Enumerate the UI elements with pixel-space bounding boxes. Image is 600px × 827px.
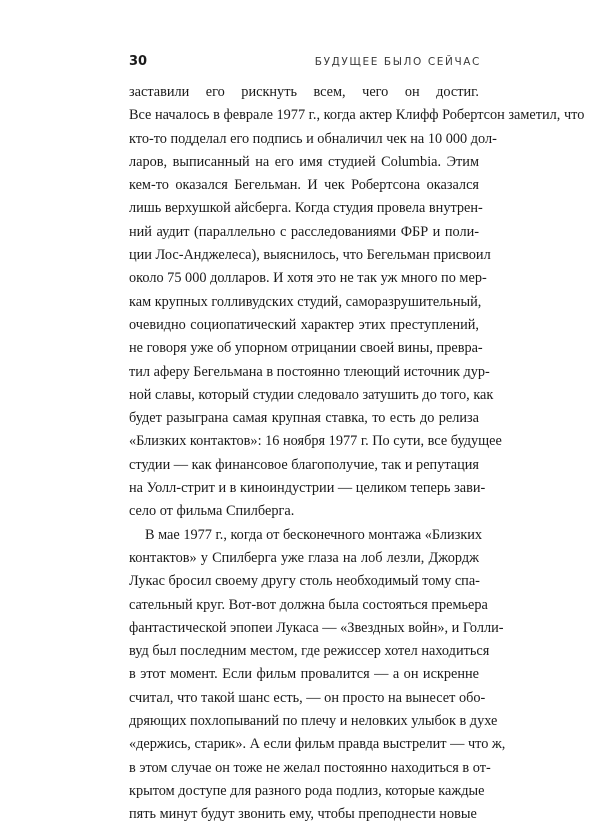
text-line: крытом доступе для разного рода подлиз, которые каждые xyxy=(129,782,485,799)
text-line: село от фильма Спилберга. xyxy=(129,503,295,520)
page-header xyxy=(129,54,481,69)
page-number: 30 xyxy=(129,54,148,69)
paragraph xyxy=(129,524,506,827)
text-line: фантастической эпопеи Лукаса — «Звездных войн», и Голли- xyxy=(129,619,504,636)
body-text xyxy=(129,81,585,827)
text-line: очевидно социопатический характер этих преступлений, xyxy=(129,316,479,333)
text-line: в этот момент. Если фильм провалится — а он искренне xyxy=(129,666,479,683)
text-line: кто-то подделал его подпись и обналичил чек на 10 000 дол- xyxy=(129,130,497,147)
text-line: Лукас бросил своему другу столь необходимый тому спа- xyxy=(129,573,480,590)
text-line: считал, что такой шанс есть, — он просто на вынесет обо- xyxy=(129,689,486,706)
text-line: сательный круг. Вот-вот должна была состояться премьера xyxy=(129,596,488,613)
text-line: ний аудит (параллельно с расследованиями ФБР и поли- xyxy=(129,223,479,240)
running-title: БУДУЩЕЕ БЫЛО СЕЙЧАС xyxy=(314,56,481,68)
text-line: вуд был последним местом, где режиссер хотел находиться xyxy=(129,643,490,660)
text-line: кем-то оказался Бегельман. И чек Робертсона оказался xyxy=(129,177,479,194)
text-line: Все началось в феврале 1977 г., когда актер Клифф Робертсон заметил, что xyxy=(129,107,585,124)
text-line: студии — как финансовое благополучие, так и репутация xyxy=(129,456,479,473)
text-line: на Уолл-стрит и в киноиндустрии — целиком теперь зави- xyxy=(129,480,486,497)
text-line: около 75 000 долларов. И хотя это не так уж много по мер- xyxy=(129,270,487,287)
text-line: «держись, старик». А если фильм правда выстрелит — что ж, xyxy=(129,736,506,753)
text-line: ларов, выписанный на его имя студией Columbia. Этим xyxy=(129,153,479,170)
text-line: пять минут будут звонить ему, чтобы преподнести новые xyxy=(129,806,477,823)
text-line: заставили его рискнуть всем, чего он достиг. xyxy=(129,84,479,100)
text-line: лишь верхушкой айсберга. Когда студия провела внутрен- xyxy=(129,200,483,217)
text-line: ции Лос-Анджелеса), выяснилось, что Бегельман присвоил xyxy=(129,247,491,264)
text-line: будет разыграна самая крупная ставка, то есть до релиза xyxy=(129,410,479,427)
text-line: «Близких контактов»: 16 ноября 1977 г. По сути, все будущее xyxy=(129,433,502,450)
text-line: ной славы, который студии следовало затушить до того, как xyxy=(129,386,494,403)
text-line: кам крупных голливудских студий, саморазрушительный, xyxy=(129,293,482,310)
text-line: В мае 1977 г., когда от бесконечного монтажа «Близких xyxy=(145,526,483,543)
text-line: в этом случае он тоже не желал постоянно находиться в от- xyxy=(129,759,491,776)
text-line: дряющих похлопываний по плечу и неловких улыбок в духе xyxy=(129,713,498,730)
text-line: контактов» у Спилберга уже глаза на лоб лезли, Джордж xyxy=(129,549,479,566)
text-line: не говоря уже об упорном отрицании своей вины, превра- xyxy=(129,340,483,357)
paragraph xyxy=(129,81,585,524)
text-line: тил аферу Бегельмана в постоянно тлеющий источник дур- xyxy=(129,363,490,380)
